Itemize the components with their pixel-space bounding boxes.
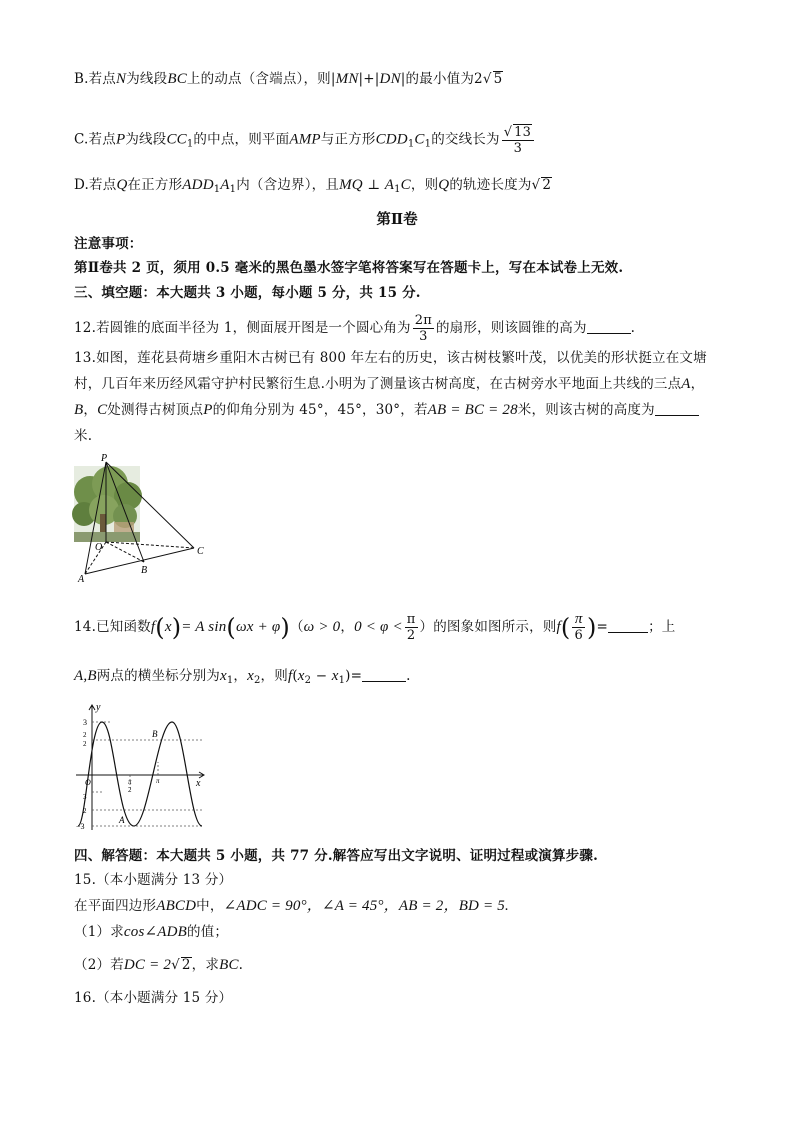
answer-blank <box>655 401 699 416</box>
question-13-line-3: B，C处测得古树顶点P的仰角分别为 45°，45°，30°，若AB = BC = 28米，则该古树的高度为 <box>74 400 699 420</box>
question-16-heading: 16.（本小题满分 15 分） <box>74 990 233 1006</box>
tick-pi-over-2-den: 2 <box>128 786 132 794</box>
label-b: B <box>141 565 148 576</box>
axis-x-label: x <box>196 778 201 789</box>
option-b: B.若点N为线段BC上的动点（含端点），则|MN|+|DN|的最小值为2√ 5 <box>74 71 503 87</box>
question-15-part-1: （1）求cos∠ADB的值； <box>74 924 229 940</box>
fraction-2pi-over-3: $\frac{2\pi}{3}$ <box>414 313 432 344</box>
answer-blank <box>587 319 631 334</box>
label-o: O <box>95 542 103 553</box>
tick-3-over-2-den: 2 <box>83 740 87 748</box>
question-15-part-2: （2）若DC = 2√ 2，求BC. <box>74 957 244 973</box>
label-p: P <box>101 453 108 464</box>
answer-blank <box>362 667 406 682</box>
notice-heading: 注意事项： <box>74 236 143 252</box>
origin-label: O <box>85 778 91 787</box>
question-14-line-2: A,B两点的横坐标分别为$x_1$，$x_2$，则$f(x_2 - x_1)=$ . <box>74 668 411 686</box>
point-a-label: A <box>119 815 125 825</box>
tick-pi: π <box>156 777 160 785</box>
fill-in-heading: 三、填空题：本大题共 3 小题，每小题 5 分，共 15 分. <box>74 285 421 301</box>
tick-neg-3-over-2-num: 3 <box>83 793 87 801</box>
answer-blank <box>608 618 648 633</box>
section-title: 第Ⅱ卷 <box>376 211 418 228</box>
tick-3: 3 <box>83 718 87 727</box>
question-13-line-2: 村，几百年来历经风霜守护村民繁衍生息.小明为了测量该古树高度，在古树旁水平地面上共线的三点A， <box>74 376 705 392</box>
question-14-line-1: 14.已知函数f(x)= A sin(ωx + φ)（ω > 0，0 < φ < $\frac{\pi}{2}$ ）的图象如图所示，则f( $\frac{\pi}{6}$ )= ；上 <box>74 611 676 643</box>
question-15-stem: 在平面四边形ABCD中，∠ADC = 90°，∠A = 45°，AB = 2，BD = 5. <box>74 898 509 914</box>
sine-graph-figure <box>72 700 212 836</box>
solve-heading: 四、解答题：本大题共 5 小题，共 77 分.解答应写出文字说明、证明过程或演算步骤. <box>74 848 598 864</box>
label-c: C <box>197 546 204 557</box>
tick-neg-3-over-2-den: 2 <box>83 807 87 815</box>
tick-3-over-2-num: 2 <box>83 731 87 739</box>
question-12: 12.若圆锥的底面半径为 1，侧面展开图是一个圆心角为 $\frac{2\pi}{3}$ 的扇形，则该圆锥的高为 . <box>74 313 636 344</box>
sine-curve <box>78 722 202 826</box>
axis-y-label: y <box>96 702 101 713</box>
question-13-line-1: 13.如图，莲花县荷塘乡重阳木古树已有 800 年左右的历史，该古树枝繁叶茂，以优美的形状挺立在文塘 <box>74 350 707 366</box>
question-13-line-4: 米. <box>74 428 93 444</box>
option-c: C.若点P为线段$CC_1$的中点，则平面AMP与正方形$CDD_1C_1$的交线长为 $\frac{√ 13}{3}$ <box>74 124 536 156</box>
point-b-label: B <box>152 729 158 739</box>
option-d: D.若点Q在正方形$ADD_1A_1$内（含边界），且MQ ⊥ $A_1C$，则Q的轨迹长度为√ 2 <box>74 177 552 195</box>
fraction-sqrt13-over-3: $\frac{√ 13}{3}$ <box>502 124 534 156</box>
tick-neg-3: −3 <box>76 822 85 831</box>
axes <box>76 705 204 830</box>
tree-measurement-figure <box>70 452 210 584</box>
tick-pi-over-2-num: π <box>128 778 132 786</box>
question-15-heading: 15.（本小题满分 13 分） <box>74 872 233 888</box>
label-a: A <box>78 574 85 584</box>
notice-body: 第Ⅱ卷共 2 页，须用 0.5 毫米的黑色墨水签字笔将答案写在答题卡上，写在本试卷上无效. <box>74 260 624 276</box>
